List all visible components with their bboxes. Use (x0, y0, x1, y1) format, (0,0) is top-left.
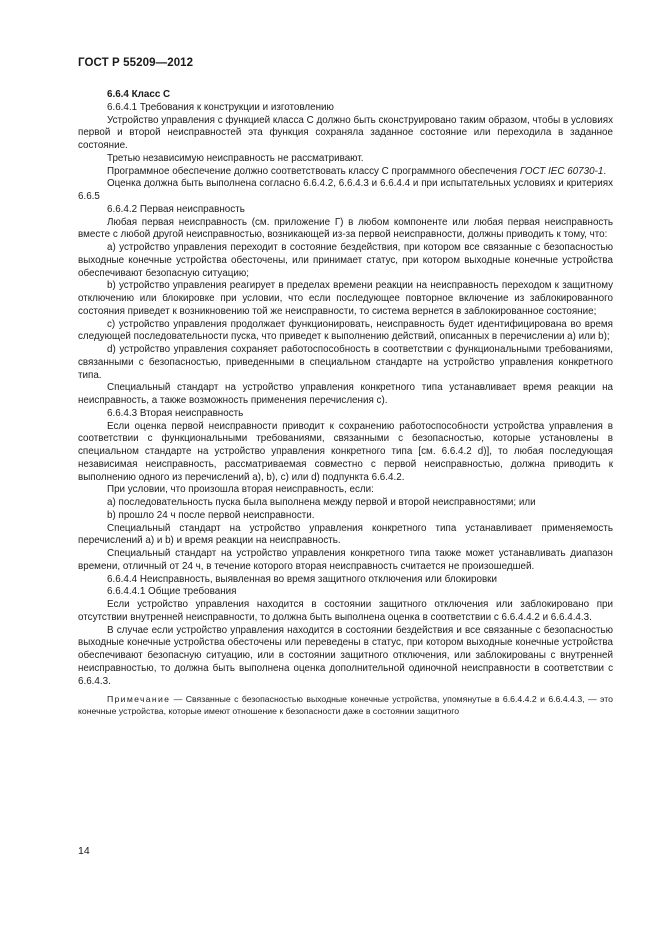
document-body (78, 89, 613, 717)
subsection-title: 6.6.4.4.1 Общие требования (107, 586, 237, 598)
note (78, 693, 613, 717)
document-header: ГОСТ Р 55209—2012 (78, 57, 194, 69)
paragraph: Если оценка первой неисправности приводит к сохранению работоспособности устройства управления в соответствии с функциональными требованиями, связанными с безопасностью, которые установлены в специальном стандарте на устройство управления конкретного типа [см. 6.6.4.2 d)], то любая последующая независимая неисправность, рассматриваемая совместно с первой неисправностью, должна приводить к выполнению одного из перечислений а), b), c) или d) подпункта 6.6.4.2. (78, 420, 613, 483)
paragraph: Если устройство управления находится в состоянии защитного отключения или заблокировано при отсутствии внутренней неисправности, то должна быть выполнена оценка в соответствии с 6.6.4.4.2 и 6.6.4.4.3. (78, 599, 613, 623)
paragraph: При условии, что произошла вторая неисправность, если: (107, 484, 374, 496)
paragraph: Устройство управления с функцией класса С должно быть сконструировано таким образом, чтобы в условиях первой и второй неисправностей эта функция сохраняла заданное состояние или переходила в заданное состояние. (78, 114, 613, 151)
paragraph-text: Программное обеспечение должно соответствовать классу С программного обеспечения (107, 165, 518, 177)
paragraph: Специальный стандарт на устройство управления конкретного типа также может устанавливать диапазон времени, отличный от 24 ч, в течение которого вторая неисправность считается не произошедшей. (78, 548, 613, 572)
standard-reference: ГОСТ IEC 60730-1 (519, 165, 604, 177)
subsection-title: 6.6.4.2 Первая неисправность (107, 203, 245, 215)
paragraph: Специальный стандарт на устройство управления конкретного типа устанавливает применяемость перечислений a) и b) и время реакции на неисправность. (78, 522, 613, 547)
subsection-title: 6.6.4.4 Неисправность, выявленная во время защитного отключения или блокировки (107, 573, 497, 585)
list-item: a) устройство управления переходит в состояние бездействия, при котором все связанные с безопасностью выходные конечные устройства обесточены, или принимает статус, при котором выходные конечные устройства обеспечивают безопасную ситуацию; (78, 242, 613, 279)
paragraph-end: . (603, 165, 607, 177)
list-item: b) устройство управления реагирует в пределах времени реакции на неисправность переходом к защитному отключению или блокировке при условии, что если последующее повторное включение из заблокированного состояния приведет к возникновению той же неисправности, то система вернется в заблокированное состояние; (78, 280, 613, 317)
subsection-title: 6.6.4.1 Требования к конструкции и изготовлению (107, 101, 334, 113)
paragraph (78, 166, 613, 179)
page-number: 14 (78, 845, 90, 857)
list-item: a) последовательность пуска была выполнена между первой и второй неисправностями; или (107, 497, 536, 508)
paragraph: Оценка должна быть выполнена согласно 6.6.4.2, 6.6.4.3 и 6.6.4.4 и при испытательных условиях и критериях 6.6.5 (78, 178, 613, 202)
list-item: b) прошло 24 ч после первой неисправности. (107, 509, 315, 521)
subsection-title: 6.6.4.3 Вторая неисправность (107, 407, 244, 419)
paragraph: Специальный стандарт на устройство управления конкретного типа устанавливает время реакции на неисправность, а также возможность применения перечисления c). (78, 382, 613, 406)
paragraph: В случае если устройство управления находится в состоянии бездействия и все связанные с безопасностью выходные конечные устройства обесточены или переведены в статус, при котором выходные конечные устройства обеспечивают безопасную ситуацию, или в состоянии защитного отключения, или заблокированы с внутренней неисправностью, то должна быть выполнена оценка дополнительной одиночной неисправности в соответствии с 6.6.4.3. (78, 624, 613, 687)
list-item: c) устройство управления продолжает функционировать, неисправность будет идентифицирована во время следующей последовательности пуска, что приведет к выполнению действий, описанных в перечислении а) или b); (78, 318, 613, 343)
note-text: — Связанные с безопасностью выходные конечные устройства, упомянутые в 6.6.4.4.2 и 6.6.4.4.3, — это конечные устройства, которые имеют отношение к безопасности даже в состоянии защитного (78, 694, 613, 717)
paragraph: Третью независимую неисправность не рассматривают. (107, 152, 364, 164)
section-heading: 6.6.4 Класс С (107, 89, 171, 100)
paragraph: Любая первая неисправность (см. приложение Г) в любом компоненте или любая первая неисправность вместе с любой другой неисправностью, возникающей из-за первой неисправности, должны приводить к тому, что: (78, 216, 613, 241)
list-item: d) устройство управления сохраняет работоспособность в соответствии с функциональными требованиями, связанными с безопасностью, приведенными в специальном стандарте на устройство управления конкретного типа. (78, 344, 613, 381)
note-label: Примечание (107, 694, 171, 705)
